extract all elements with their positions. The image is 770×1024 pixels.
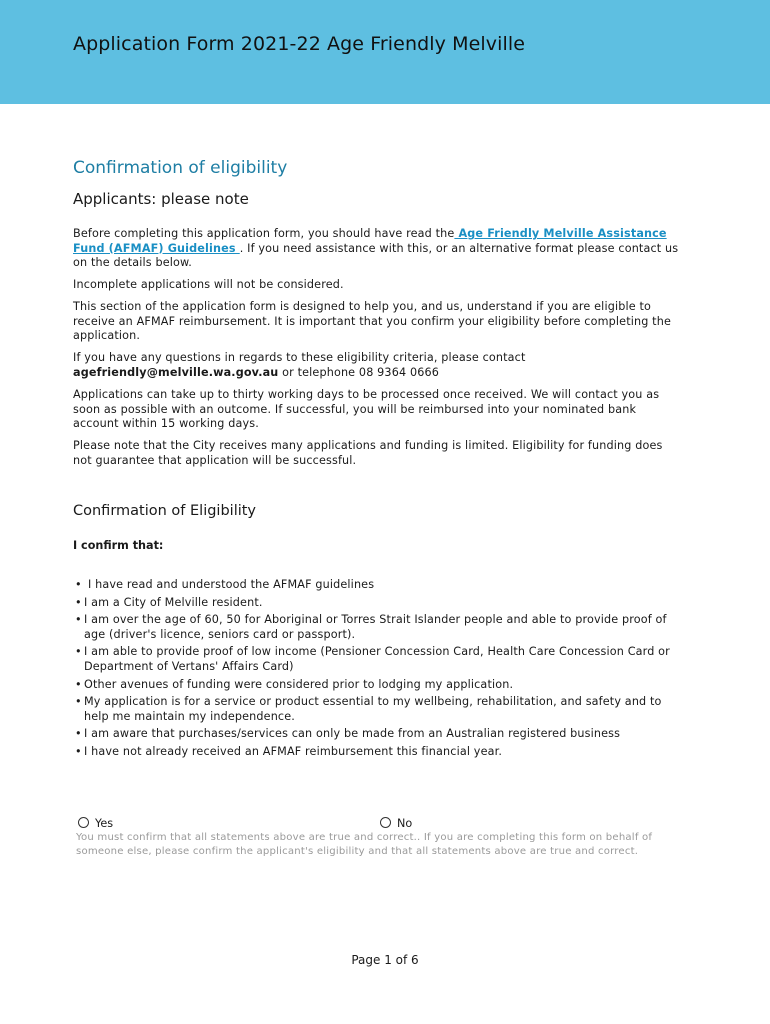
list-item: [75, 727, 675, 742]
no-radio-label[interactable]: No: [397, 817, 413, 830]
bullet-icon: •: [75, 744, 82, 758]
bullet-icon: •: [75, 578, 82, 591]
processing-time-paragraph: Applications can take up to thirty working days to be processed once received. We will contact you as soon as possible with an outcome. If successful, you will be reimbursed into your nominated bank account within 15 working days.: [73, 388, 660, 431]
bullet-icon: •: [75, 695, 82, 709]
list-item: [75, 645, 675, 674]
bullet-icon: •: [75, 677, 82, 691]
intro-paragraph-guidelines: [73, 227, 683, 271]
radio-circle-icon[interactable]: [380, 817, 391, 828]
intro-text-after-link: . If you need assistance with this, or an alternative format please contact us on the details below.: [73, 241, 679, 270]
contact-email: agefriendly@melville.wa.gov.au: [73, 365, 279, 379]
funding-limited-paragraph: Please note that the City receives many applications and funding is limited. Eligibility for funding does not guarantee that application will be successful.: [73, 439, 663, 467]
incomplete-notice: Incomplete applications will not be considered.: [73, 278, 344, 291]
list-item: [75, 613, 675, 642]
list-item: [75, 745, 675, 760]
statement-text: I am able to provide proof of low income (Pensioner Concession Card, Health Care Concession Card or Department of Vertans' Affairs Card): [84, 645, 670, 673]
statement-text: I am a City of Melville resident.: [84, 595, 263, 609]
eligibility-heading: Confirmation of Eligibility: [73, 503, 257, 519]
statement-text: I am over the age of 60, 50 for Aboriginal or Torres Strait Islander people and able to provide proof of age (driver's licence, seniors card or passport).: [84, 613, 667, 641]
statement-text: My application is for a service or product essential to my wellbeing, rehabilitation, and safety and to help me maintain my independence.: [84, 695, 662, 723]
list-item: [75, 678, 675, 693]
header-band: [0, 0, 770, 104]
contact-phone-text: or telephone 08 9364 0666: [278, 365, 440, 379]
list-item: [75, 596, 675, 611]
eligibility-statements-list: [75, 578, 675, 763]
statement-text: I have read and understood the AFMAF guidelines: [88, 578, 375, 591]
guidelines-link[interactable]: Age Friendly Melville Assistance Fund (AFMAF) Guidelines: [73, 227, 667, 255]
statement-text: I am aware that purchases/services can only be made from an Australian registered business: [84, 727, 621, 741]
bullet-icon: •: [75, 727, 82, 741]
no-radio[interactable]: [380, 817, 412, 830]
bullet-icon: •: [75, 595, 82, 609]
form-title: Application Form 2021-22 Age Friendly Melville: [73, 33, 526, 55]
list-item: [75, 695, 675, 724]
contact-text-before: If you have any questions in regards to these eligibility criteria, please contact: [73, 351, 526, 364]
yes-radio[interactable]: [78, 817, 113, 830]
bullet-icon: •: [75, 613, 82, 627]
applicants-note-heading: Applicants: please note: [73, 190, 249, 208]
list-item: [75, 578, 675, 593]
page-indicator: Page 1 of 6: [351, 953, 419, 967]
section-purpose-paragraph: This section of the application form is designed to help you, and us, understand if you are eligible to receive an AFMAF reimbursement. It is important that you confirm your eligibility before completing the application.: [73, 300, 671, 343]
bullet-icon: •: [75, 645, 82, 659]
radio-circle-icon[interactable]: [78, 817, 89, 828]
statement-text: I have not already received an AFMAF reimbursement this financial year.: [84, 744, 503, 758]
statement-text: Other avenues of funding were considered prior to lodging my application.: [84, 677, 514, 691]
yes-radio-label[interactable]: Yes: [95, 817, 114, 830]
confirm-label: I confirm that:: [73, 539, 164, 552]
intro-text-before-link: Before completing this application form, you should have read the: [73, 227, 455, 240]
confirmation-help-text: You must confirm that all statements above are true and correct.. If you are completing this form on behalf of someone else, please confirm the applicant's eligibility and that all statements above are true and correct.: [76, 832, 653, 857]
contact-paragraph: [73, 351, 683, 380]
section-heading: Confirmation of eligibility: [73, 158, 288, 178]
